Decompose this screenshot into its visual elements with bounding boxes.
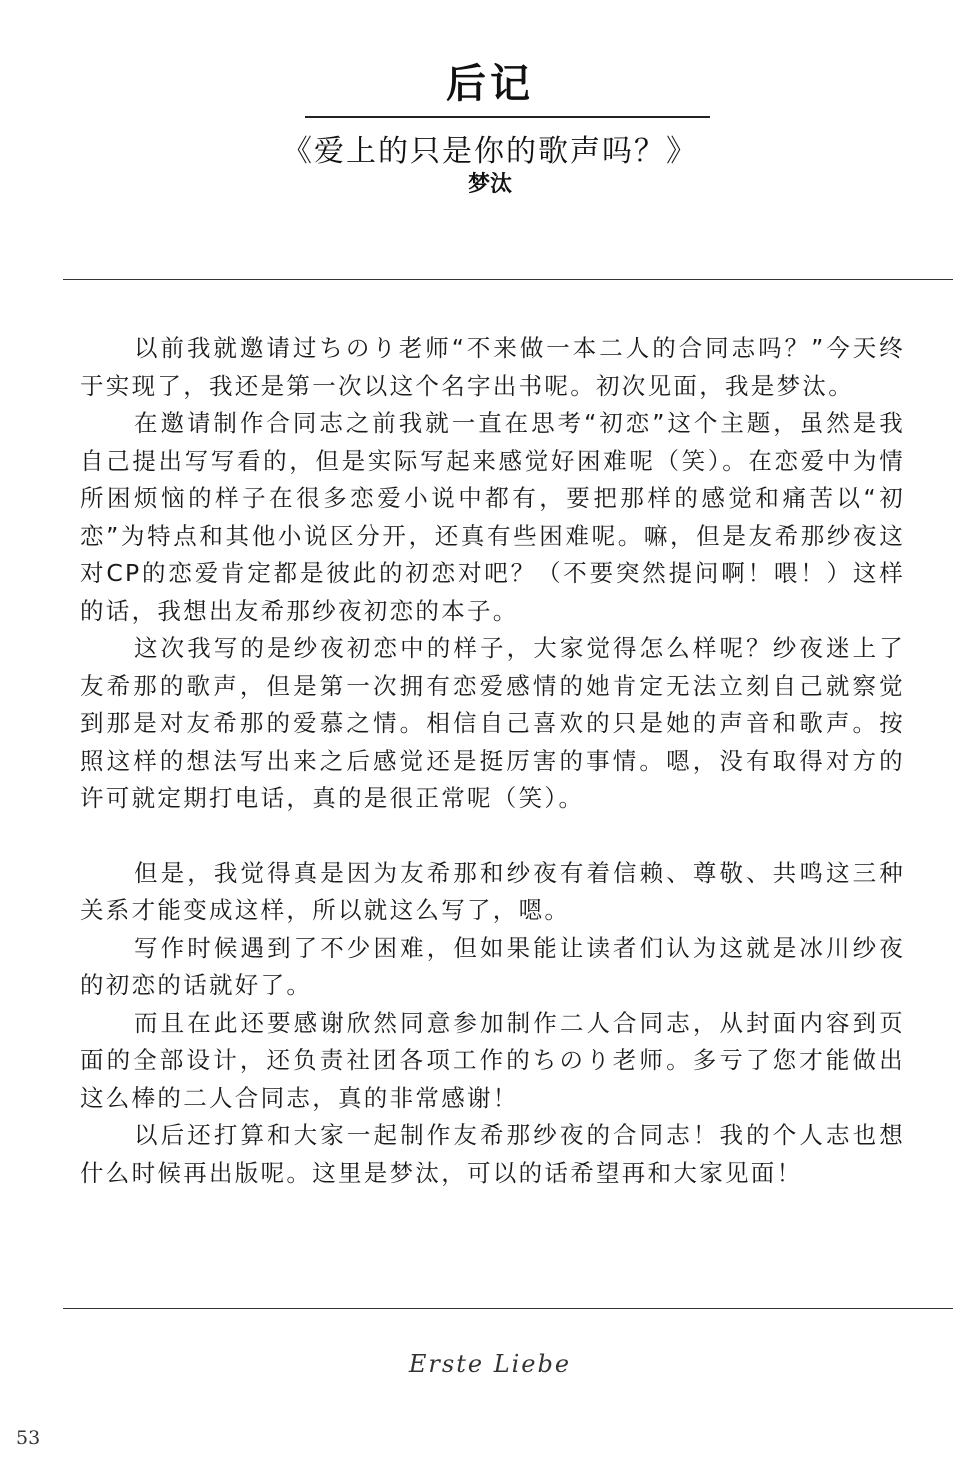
paragraph-6: 而且在此还要感谢欣然同意参加制作二人合同志，从封面内容到页面的全部设计，还负责社团各项工作的ちのり老师。多亏了您才能做出这么棒的二人合同志，真的非常感谢！ [80, 1008, 905, 1112]
paragraph-gap [80, 818, 905, 855]
paragraph-3: 这次我写的是纱夜初恋中的样子，大家觉得怎么样呢？纱夜迷上了友希那的歌声，但是第一次拥有恋爱感情的她肯定无法立刻自己就察觉到那是对友希那的爱慕之情。相信自己喜欢的只是她的声音和歌声。按照这样的想法写出来之后感觉还是挺厉害的事情。嗯，没有取得对方的许可就定期打电话，真的是很正常呢（笑）。 [80, 634, 905, 812]
top-divider [63, 279, 953, 280]
bottom-divider [63, 1308, 953, 1309]
paragraph-2: 在邀请制作合同志之前我就一直在思考“初恋”这个主题，虽然是我自己提出写写看的，但是实际写起来感觉好困难呢（笑）。在恋爱中为情所困烦恼的样子在很多恋爱小说中都有，要把那样的感觉和痛苦以“初恋”为特点和其他小说区分开，还真有些困难呢。嘛，但是友希那纱夜这对CP的恋爱肯定都是彼此的初恋对吧？（不要突然提问啊！喂！）这样的话，我想出友希那纱夜初恋的本子。 [80, 409, 905, 625]
author-name: 梦汰 [467, 171, 512, 197]
page-title: 后记 [446, 60, 534, 107]
signature-script: Erste Liebe [408, 1350, 572, 1378]
afterword-body [80, 330, 905, 1192]
work-subtitle: 《爱上的只是你的歌声吗？》 [282, 134, 698, 169]
paragraph-7: 以后还打算和大家一起制作友希那纱夜的合同志！我的个人志也想什么时候再出版呢。这里是梦汰，可以的话希望再和大家见面！ [80, 1121, 905, 1187]
paragraph-4: 但是，我觉得真是因为友希那和纱夜有着信赖、尊敬、共鸣这三种关系才能变成这样，所以就这么写了，嗯。 [80, 858, 905, 924]
page-number: 53 [16, 1427, 41, 1449]
paragraph-5: 写作时候遇到了不少困难，但如果能让读者们认为这就是冰川纱夜的初恋的话就好了。 [80, 933, 905, 999]
paragraph-1: 以前我就邀请过ちのり老师“不来做一本二人的合同志吗？”今天终于实现了，我还是第一次以这个名字出书呢。初次见面，我是梦汰。 [80, 334, 905, 400]
title-underline [305, 116, 710, 118]
